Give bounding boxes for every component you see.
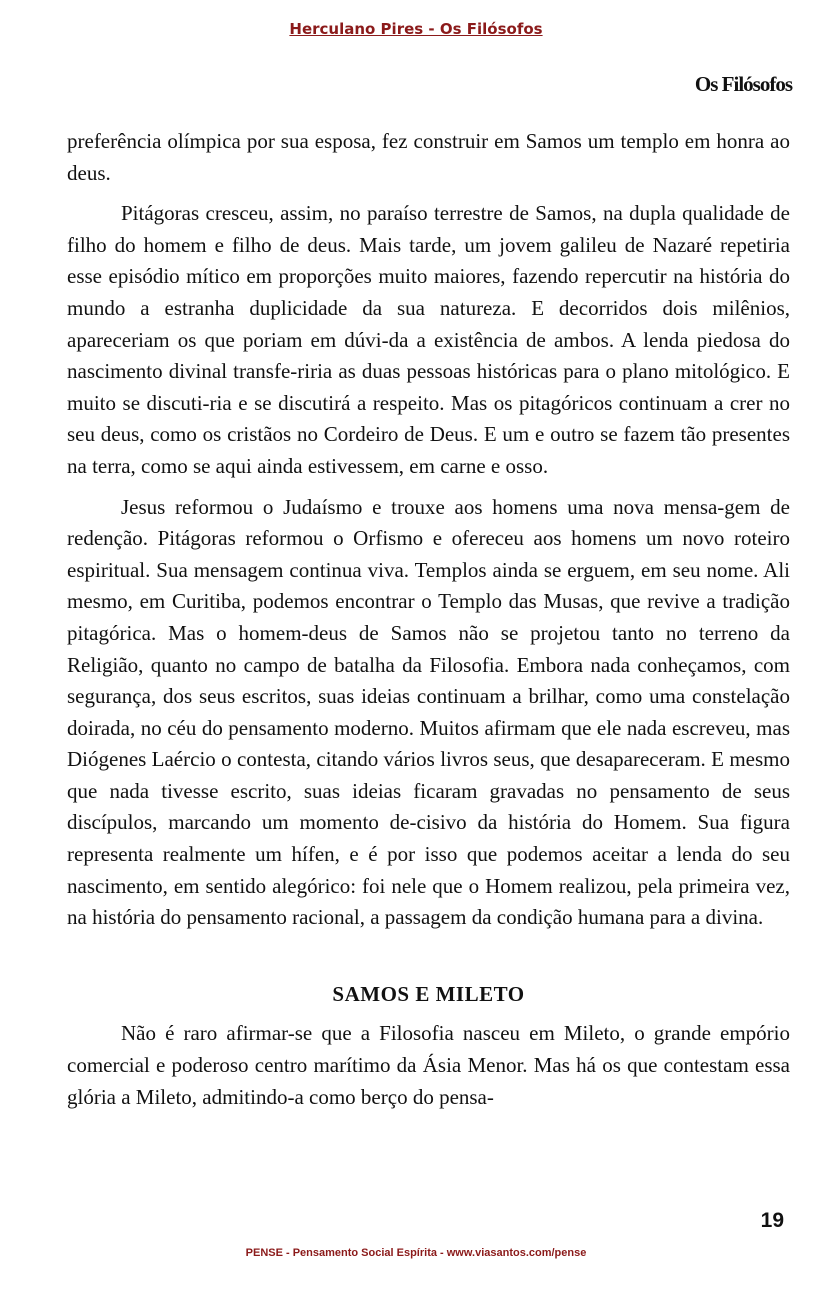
paragraph-jesus-pitagoras: Jesus reformou o Judaísmo e trouxe aos homens uma nova mensa-gem de redenção. Pitágoras reformou o Orfismo e ofereceu aos homens um novo roteiro espiritual. Sua mensagem continua viva. Templos ainda se erguem, em seu nome. Ali mesmo, em Curitiba, podemos encontrar o Templo das Musas, que revive a tradição pitagórica. Mas o homem-deus de Samos não se projetou tanto no terreno da Religião, quanto no campo de batalha da Filosofia. Embora nada conheçamos, com segurança, dos seus escritos, suas ideias continuam a brilhar, como uma constelação doirada, no céu do pensamento moderno. Muitos afirmam que ele nada escreveu, mas Diógenes Laércio o contesta, citando vários livros seus, que desapareceram. E mesmo que nada tivesse escrito, suas ideias ficaram gravadas no pensamento de seus discípulos, marcando um momento de-cisivo da história do Homem. Sua figura representa realmente um hífen, e é por isso que podemos aceitar a lenda do seu nascimento, em sentido alegórico: foi nele que o Homem realizou, pela primeira vez, na história do pensamento racional, a passagem da condição humana para a divina. <box>67 494 790 930</box>
section-heading: SAMOS E MILETO <box>332 981 525 1006</box>
paragraph-pitagoras-samos: Pitágoras cresceu, assim, no paraíso terrestre de Samos, na dupla qualidade de filho do homem e filho de deus. Mais tarde, um jovem galileu de Nazaré repetiria esse episódio mítico em proporções muito maiores, fazendo repercutir na história do mundo a estranha duplicidade da sua natureza. E decorridos dois milênios, apareceriam os que poriam em dúvi-da a existência de ambos. A lenda piedosa do nascimento divinal transfe-riria as duas pessoas históricas para o plano mitológico. E muito se discuti-ria e se discutirá a respeito. Mas os pitagóricos continuam a crer no seu deus, como os cristãos no Cordeiro de Deus. E um e outro se fazem tão presentes na terra, como se aqui ainda estivessem, em carne e osso. <box>67 201 790 478</box>
page-number: 19 <box>760 1209 784 1232</box>
paragraph-samos-mileto: Não é raro afirmar-se que a Filosofia nasceu em Mileto, o grande empório comercial e poderoso centro marítimo da Ásia Menor. Mas há os que contestam essa glória a Mileto, admitindo-a como berço do pensa- <box>67 1021 790 1109</box>
page-body <box>67 126 790 1122</box>
running-header: Herculano Pires - Os Filósofos <box>289 20 543 38</box>
book-title: Os Filósofos <box>694 72 792 96</box>
paragraph-continuation: preferência olímpica por sua esposa, fez construir em Samos um templo em honra ao deus. <box>67 129 790 185</box>
footer-credit: PENSE - Pensamento Social Espírita - www.viasantos.com/pense <box>245 1247 587 1259</box>
